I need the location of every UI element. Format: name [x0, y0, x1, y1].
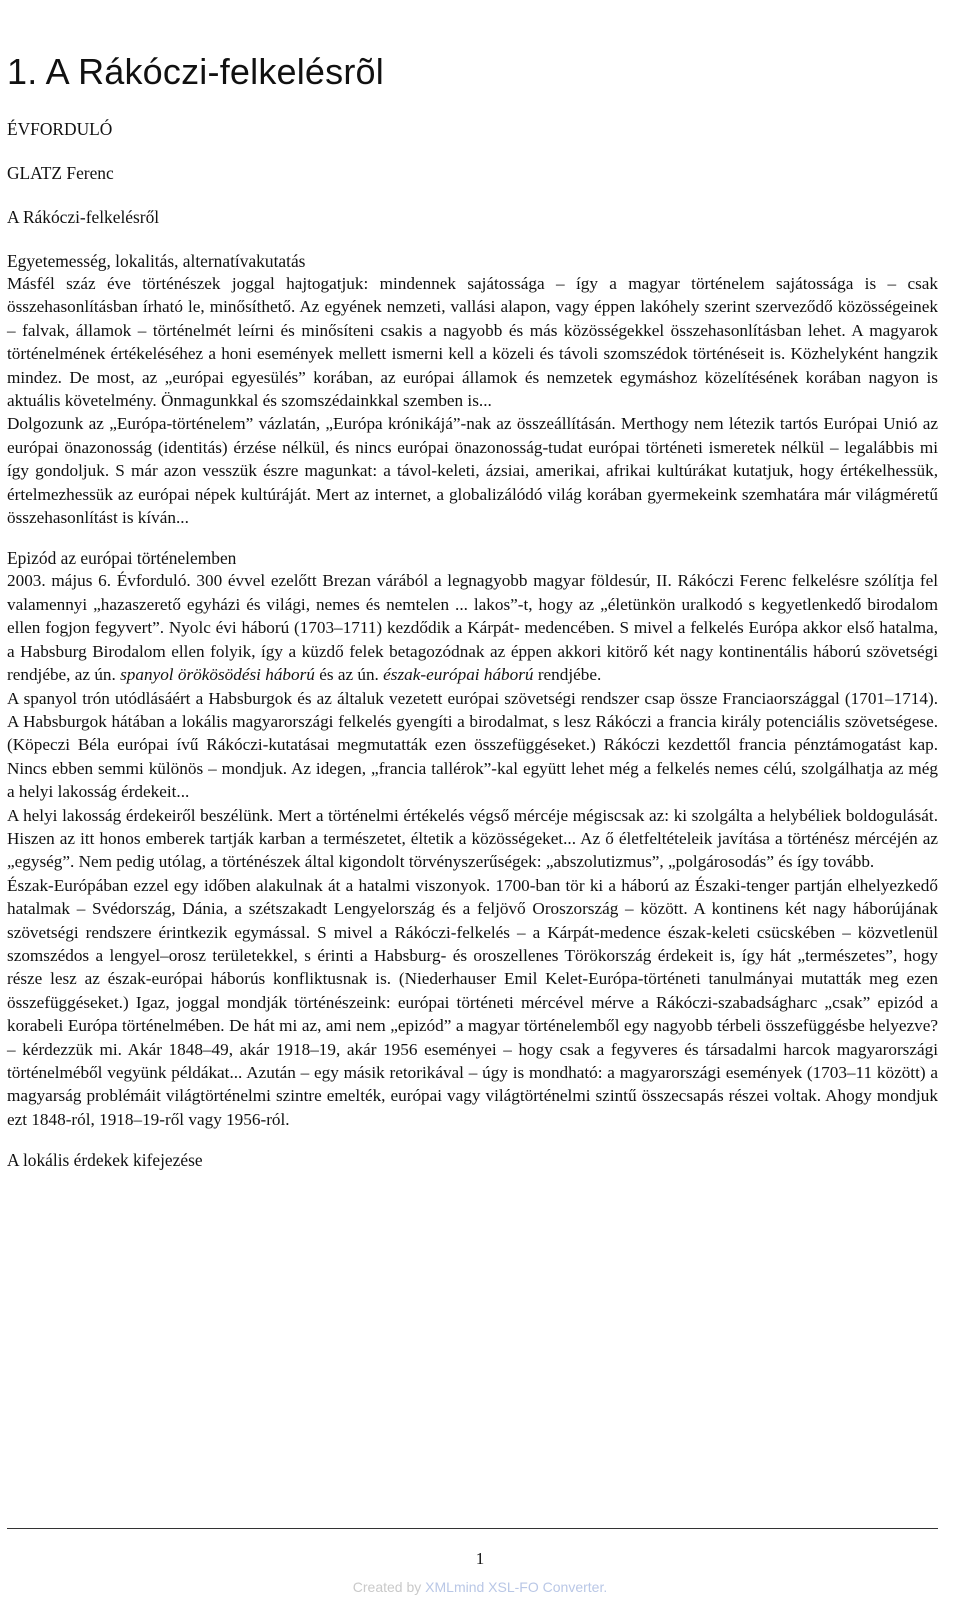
spanish-succession-war: spanyol örökösödési háború — [120, 665, 315, 685]
paragraph-3-text: 2003. május 6. Évforduló. 300 évvel ezelőtt Brezan várából a legnagyobb magyar földesúr, II. Rákóczi Ferenc felkelésre szólítja fel valamennyi „hazaszerető egyházi és világi, nemes és nemtelen ... lakos”-t, hogy az „életünkön uralkodó s kegyetlenkedő birodalom ellen fogjon fegyvert”. Nyolc évi háború (1703–1711) kezdődik a Kárpát- medencében. S mivel a felkelés Európa akkor első hatalma, a Habsburg Birodalom ellen folyik, így a küzdő felek betagozódnak az éppen akkori kitörő két nagy kontinentális háború szövetségi rendjébe, az ún. — [7, 571, 938, 685]
chapter-title: 1. A Rákóczi-felkelésrõl — [7, 51, 384, 92]
footer-divider — [7, 1528, 938, 1529]
paragraph-1: Másfél száz éve történészek joggal hajtogatjuk: mindennek sajátossága – így a magyar történelem sajátossága is – csak összehasonlításban írható le, minősíthető. Az egyének nemzeti, vallási alapon, vagy éppen lakóhely szerint szerveződő közösségeinek – falvak, államok – történelmét leírni és minősíteni csakis a nagyobb és más közösségekkel összehasonlításban lehet. A magyarok történelmének értékeléséhez a honi események mellett ismerni kell a közeli és távoli szomszédok történéseit is. Közhelyként hangzik mindez. De most, az „európai egyesülés” korában, az európai államok és nemzetek egymáshoz közelítésének korában nagyon is aktuális követelmény. Önmagunkkal és szomszédainkkal szemben is... — [7, 274, 938, 411]
paragraph-4: A spanyol trón utódlásáért a Habsburgok és az általuk vezetett európai szövetségi rendszer csap össze Franciaországgal (1701–1714). A Habsburgok hátában a lokális magyarországi felkelés gyengíti a birodalmat, s lesz Rákóczi a francia király potenciális szövetségese. (Köpeczi Béla európai ívű Rákóczi-kutatásai megmutatták ezen összefüggéseket.) Rákóczi kezdettől francia pénztámogatást kap. Nincs ebben semmi különös – mondjuk. Az idegen, „francia tallérok”-kal együtt lehet még a felkelés nemes célú, szolgálhatja az még a helyi lakosság érdekeit... — [7, 688, 938, 802]
page-number: 1 — [475, 1549, 485, 1568]
paragraph-3-end: rendjébe. — [537, 665, 602, 685]
northern-war: észak-európai háború — [383, 665, 534, 685]
paragraph-3 — [7, 569, 938, 686]
subheading-episode: Epizód az európai történelemben — [7, 548, 237, 569]
article-title: A Rákóczi-felkelésről — [7, 207, 160, 227]
paragraph-6: Észak-Európában ezzel egy időben alakulnak át a hatalmi viszonyok. 1700-ban tör ki a háború az Északi-tenger partján elhelyezkedő hatalmak – Svédország, Dánia, a szétszakadt Lengyelország és a feljövő Oroszország – között. A kontinens két nagy háborújának szövetségi rendszere érintkezik egymással. S mivel a Rákóczi-felkelés – a Kárpát-medence észak-keleti csücskében – közvetlenül szomszédos a lengyel–orosz területekkel, s érinti a Habsburg- és oroszellenes Törökország érdekeit is, így hát „természetes”, hogy része lesz az észak-európai háborús konfliktusnak is. (Niederhauser Emil Kelet-Európa-történeti tanulmányai mutatták meg ezen összefüggéseket.) Igaz, joggal mondják történészeink: európai történeti mércével mérve a Rákóczi-szabadságharc „csak” epizód a korabeli Európa történelmében. De hát mi az, ami nem „epizód” a magyar történelemből egy nagyobb térbeli összefüggésbe helyezve? – kérdezzük mi. Akár 1848–49, akár 1918–19, akár 1956 eseményei – hogy csak a fegyveres és társadalmi harcok magyarországi történelméből vegyünk példákat... Azután – egy másik retorikával – úgy is mondható: a magyarországi események (1703–11 között) a magyarság problémáit világtörténelmi szintre emelték, európai vagy világtörténelmi szintű összecsapás részei voltak. Ahogy mondjuk ezt 1848-ról, 1918–19-ről vagy 1956-ról. — [7, 875, 938, 1129]
creator-prefix: Created by — [352, 1579, 422, 1595]
paragraph-2: Dolgozunk az „Európa-történelem” vázlatán, „Európa krónikájá”-nak az összeállításán. Merthogy nem létezik tartós Európai Unió az európai önazonosság (identitás) érzése nélkül, és nincs európai önazonosság-tudat európai történeti ismeretek nélkül – legalábbis mi így gondoljuk. S már azon vesszük észre magunkat: a távol-keleti, ázsiai, amerikai, afrikai kultúrákat kutatjuk, hogy értékelhessük, értelmezhessük az európai népek kultúráját. Mert az internet, a globalizálódó világ korában gyermekeink szemhatára már világméretű összehasonlítást is kíván... — [7, 414, 938, 528]
paragraph-5: A helyi lakosság érdekeiről beszélünk. Mert a történelmi értékelés végső mércéje mégiscsak az: ki szolgálta a helybéliek boldogulását. Hiszen az itt honos emberek tartják karban a természetet, éltetik a közösségeket... Az ő életfeltételeik javítása a történész mércéjén az „egység”. Nem pedig utólag, a történészek által kigondolt törvényszerűségek: „abszolutizmus”, „polgárosodás” és így tovább. — [7, 805, 938, 872]
author-name: GLATZ Ferenc — [7, 163, 114, 183]
creator-credit — [0, 1579, 960, 1595]
paragraph-3-mid: és az ún. — [319, 665, 379, 685]
subheading-local-interests: A lokális érdekek kifejezése — [7, 1150, 203, 1171]
section-label: ÉVFORDULÓ — [7, 119, 113, 139]
subheading-universality: Egyetemesség, lokalitás, alternatívakutatás — [7, 251, 306, 271]
converter-link[interactable]: XMLmind XSL-FO Converter. — [425, 1579, 608, 1595]
